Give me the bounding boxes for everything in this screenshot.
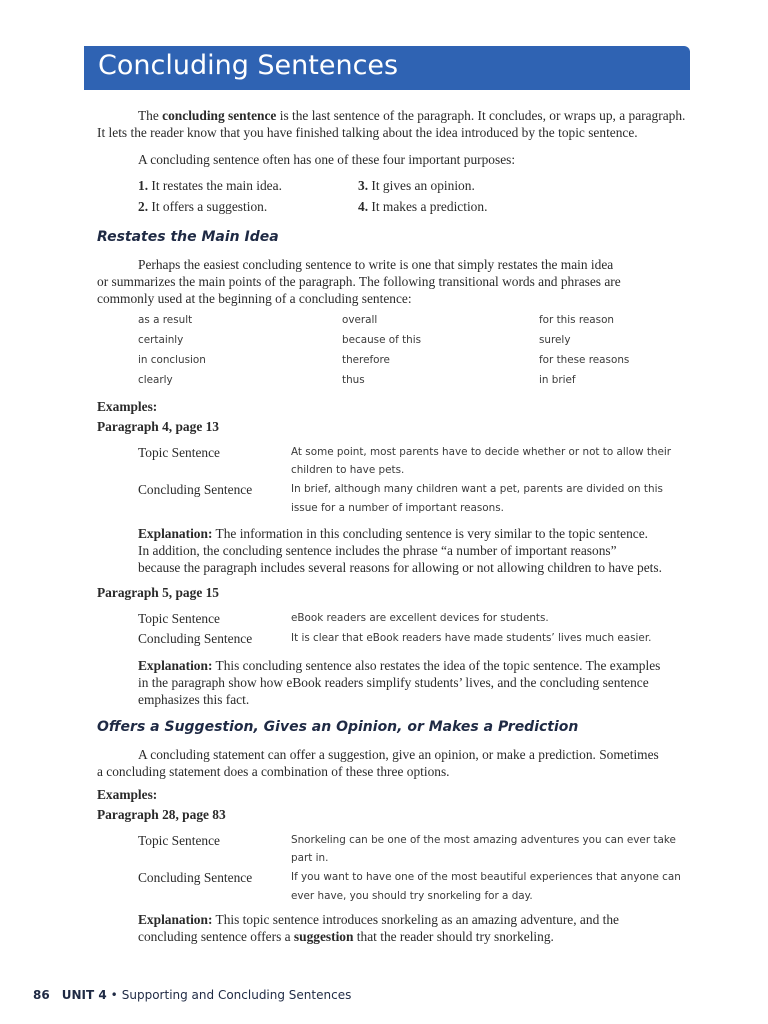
purpose-number: 1. (138, 178, 149, 193)
transition-word: overall (342, 314, 378, 326)
explanation-text: This topic sentence introduces snorkeling as an amazing adventure, and the (212, 912, 619, 927)
unit-label: UNIT 4 (61, 988, 107, 1002)
title-banner (84, 46, 690, 90)
explanation-text: The information in this concluding sentence is very similar to the topic sentence. (212, 526, 649, 541)
examples-label: Examples: (97, 787, 158, 802)
unit-title: Supporting and Concluding Sentences (121, 988, 352, 1002)
section2-para-line: A concluding statement can offer a suggestion, give an opinion, or make a prediction. Sometimes (138, 747, 659, 762)
explanation-label: Explanation: (138, 912, 213, 927)
explanation-line (138, 911, 619, 928)
transition-word: therefore (342, 354, 390, 366)
transition-word: clearly (138, 374, 173, 386)
transition-word: because of this (342, 334, 422, 346)
topic-sentence-text: Snorkeling can be one of the most amazing adventures you can ever take (291, 834, 676, 846)
example-reference: Paragraph 4, page 13 (97, 419, 219, 434)
intro-text-2: is the last sentence of the paragraph. It concludes, or wraps up, a paragraph. (276, 108, 686, 123)
explanation-line: because the paragraph includes several reasons for allowing or not allowing children to have pets. (138, 560, 662, 575)
transition-word: thus (342, 374, 365, 386)
explanation-line (138, 525, 648, 542)
purpose-item (358, 198, 487, 215)
transition-word: as a result (138, 314, 193, 326)
intro-text: The (138, 108, 163, 123)
explanation-label: Explanation: (138, 658, 213, 673)
concluding-sentence-label: Concluding Sentence (138, 482, 253, 497)
purpose-text: It offers a suggestion. (151, 199, 268, 214)
topic-sentence-text: children to have pets. (291, 464, 405, 476)
explanation-line (138, 928, 554, 945)
intro-purposes-line: A concluding sentence often has one of these four important purposes: (138, 152, 516, 167)
explanation-line: emphasizes this fact. (138, 692, 250, 707)
intro-line-2: It lets the reader know that you have finished talking about the idea introduced by the topic sentence. (97, 125, 638, 140)
concluding-sentence-text: If you want to have one of the most beautiful experiences that anyone can (291, 871, 681, 883)
example-reference: Paragraph 5, page 15 (97, 585, 219, 600)
transition-word: for these reasons (539, 354, 630, 366)
topic-sentence-text: At some point, most parents have to decide whether or not to allow their (291, 446, 672, 458)
section1-para-line: or summarizes the main points of the paragraph. The following transitional words and phrases are (97, 274, 621, 289)
purpose-number: 4. (358, 199, 369, 214)
concluding-sentence-text: issue for a number of important reasons. (291, 502, 504, 514)
explanation-label: Explanation: (138, 526, 213, 541)
section-heading-restates: Restates the Main Idea (97, 229, 279, 245)
concluding-sentence-text: It is clear that eBook readers have made students’ lives much easier. (291, 632, 652, 644)
section-heading-suggestion: Offers a Suggestion, Gives an Opinion, or Makes a Prediction (97, 719, 579, 735)
explanation-line (138, 657, 660, 674)
examples-label: Examples: (97, 399, 158, 414)
purpose-item (138, 198, 267, 215)
purpose-item (138, 177, 282, 194)
purpose-text: It gives an opinion. (371, 178, 475, 193)
topic-sentence-text: part in. (291, 852, 329, 864)
example-reference: Paragraph 28, page 83 (97, 807, 226, 822)
topic-sentence-label: Topic Sentence (138, 833, 220, 848)
section2-para-line: a concluding statement does a combination of these three options. (97, 764, 450, 779)
transition-word: surely (539, 334, 571, 346)
concluding-sentence-label: Concluding Sentence (138, 631, 253, 646)
transition-word: in conclusion (138, 354, 206, 366)
transition-word: in brief (539, 374, 576, 386)
topic-sentence-text: eBook readers are excellent devices for students. (291, 612, 549, 624)
intro-line-1 (138, 107, 685, 124)
footer-bullet: • (110, 988, 118, 1002)
section1-para-line: commonly used at the beginning of a concluding sentence: (97, 291, 412, 306)
page-footer (33, 986, 351, 1004)
purpose-number: 3. (358, 178, 369, 193)
topic-sentence-label: Topic Sentence (138, 611, 220, 626)
transition-word: for this reason (539, 314, 615, 326)
explanation-emphasis: suggestion (293, 929, 354, 944)
topic-sentence-label: Topic Sentence (138, 445, 220, 460)
explanation-line: in the paragraph show how eBook readers simplify students’ lives, and the concluding sentence (138, 675, 649, 690)
explanation-text: concluding sentence offers a (138, 929, 294, 944)
concluding-sentence-text: In brief, although many children want a pet, parents are divided on this (291, 483, 663, 495)
purpose-item (358, 177, 475, 194)
transition-word: certainly (138, 334, 184, 346)
purpose-text: It makes a prediction. (371, 199, 488, 214)
purpose-number: 2. (138, 199, 149, 214)
concluding-sentence-label: Concluding Sentence (138, 870, 253, 885)
section1-para-line: Perhaps the easiest concluding sentence to write is one that simply restates the main idea (138, 257, 614, 272)
explanation-line: In addition, the concluding sentence includes the phrase “a number of important reasons” (138, 543, 617, 558)
purpose-text: It restates the main idea. (151, 178, 282, 193)
intro-term: concluding sentence (162, 108, 277, 123)
concluding-sentence-text: ever have, you should try snorkeling for a day. (291, 890, 533, 902)
page-number: 86 (33, 988, 50, 1002)
explanation-text: This concluding sentence also restates the idea of the topic sentence. The examples (212, 658, 661, 673)
explanation-text: that the reader should try snorkeling. (353, 929, 554, 944)
page-title: Concluding Sentences (98, 50, 399, 81)
